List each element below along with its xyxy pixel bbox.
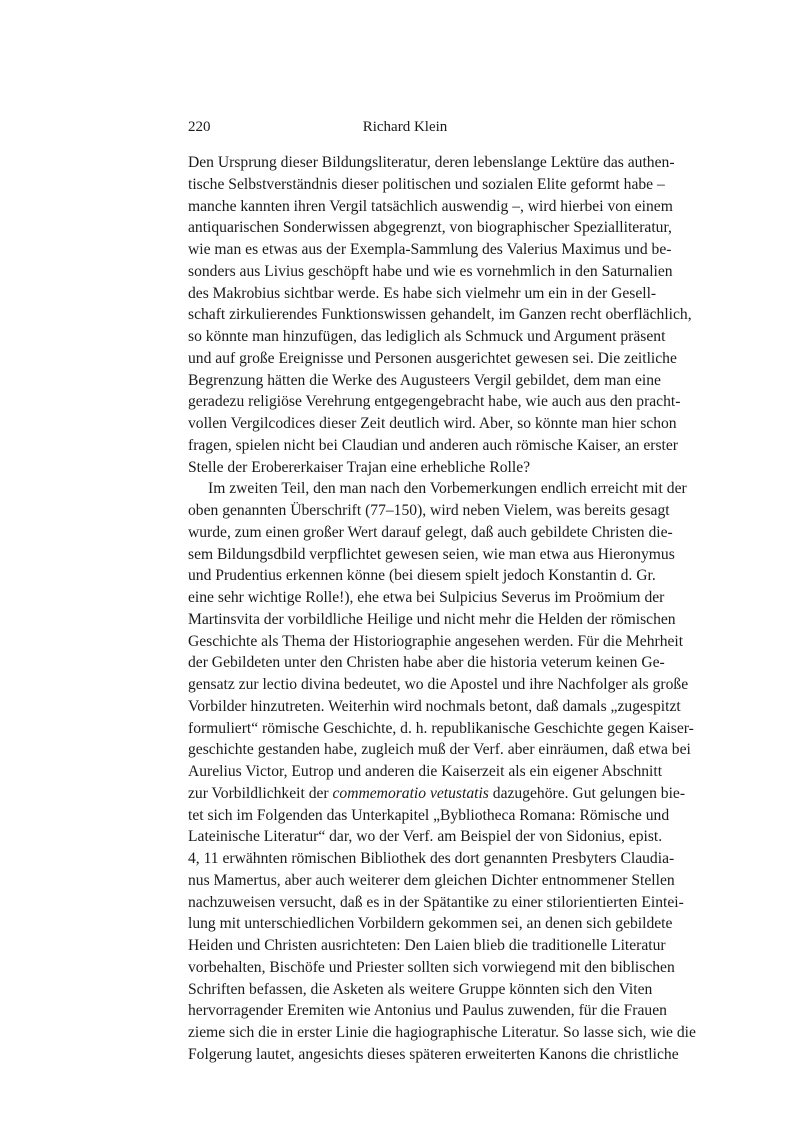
text-line: formuliert“ römische Geschichte, d. h. republikanische Geschichte gegen Kaiser- [188, 719, 694, 737]
text-line: vorbehalten, Bischöfe und Priester sollten sich vorwiegend mit den biblischen [188, 958, 675, 976]
text-line: 4, 11 erwähnten römischen Bibliothek des dort genannten Presbyters Claudia- [188, 850, 675, 867]
text-line: des Makrobius sichtbar werde. Es habe sich vielmehr um ein in der Gesell- [188, 284, 657, 302]
text-line: Folgerung lautet, angesichts dieses späteren erweiterten Kanons die christliche [188, 1045, 679, 1063]
text-line: schaft zirkulierendes Funktionswissen gehandelt, im Ganzen recht oberflächlich, [188, 306, 692, 324]
text-line: nachzuweisen versucht, daß es in der Spätantike zu einer stilorientierten Eintei- [188, 893, 684, 911]
text-line: oben genannten Überschrift (77–150), wird neben Vielem, was bereits gesagt [188, 502, 670, 519]
text-line: eine sehr wichtige Rolle!), ehe etwa bei Sulpicius Severus im Proömium der [188, 589, 665, 606]
italic-term: commemoratio vetustatis [332, 784, 489, 802]
text-line: wie man es etwas aus der Exempla-Sammlung des Valerius Maximus und be- [188, 241, 672, 258]
text-line: gensatz zur lectio divina bedeutet, wo die Apostel und ihre Nachfolger als große [188, 676, 689, 693]
text-line: tische Selbstverständnis dieser politischen und sozialen Elite geformt habe – [188, 175, 665, 193]
text-line: Lateinische Literatur“ dar, wo der Verf. am Beispiel der von Sidonius, epist. [188, 828, 663, 846]
running-header [188, 119, 622, 139]
text-line: Heiden und Christen ausrichteten: Den Laien blieb die traditionelle Literatur [188, 937, 666, 954]
text-line: der Gebildeten unter den Christen habe aber die historia veterum keinen Ge- [188, 654, 665, 672]
body-text [188, 152, 696, 1066]
text-line: Martinsvita der vorbildliche Heilige und nicht mehr die Helden der römischen [188, 610, 676, 628]
text-line: Vorbilder hinzutreten. Weiterhin wird nochmals betont, daß damals „zugespitzt [188, 697, 681, 715]
text-line: Stelle der Erobererkaiser Trajan eine erhebliche Rolle? [188, 458, 531, 476]
text-line: so könnte man hinzufügen, das lediglich als Schmuck und Argument präsent [188, 328, 666, 345]
text-line: Schriften befassen, die Asketen als weitere Gruppe könnten sich den Viten [188, 980, 653, 998]
text-line [188, 783, 686, 805]
text-line: vollen Vergilcodices dieser Zeit deutlich wird. Aber, so könnte man hier schon [188, 415, 677, 432]
page-number: 220 [188, 119, 211, 135]
text-line: geschichte gestanden habe, zugleich muß der Verf. aber einräumen, daß etwa bei [188, 741, 691, 759]
text-segment: dazugehöre. Gut gelungen bie- [488, 784, 686, 802]
text-line: nus Mamertus, aber auch weiterer dem gleichen Dichter entnommener Stellen [188, 871, 675, 889]
paragraph [188, 152, 692, 478]
text-line: sem Bildungsdbild verpflichtet gewesen seien, wie man etwa aus Hieronymus [188, 545, 675, 563]
text-line: lung mit unterschiedlichen Vorbildern gekommen sei, an denen sich gebildete [188, 915, 673, 933]
text-line: tet sich im Folgenden das Unterkapitel „Bybliotheca Romana: Römische und [188, 806, 670, 824]
text-line: manche kannten ihren Vergil tatsächlich auswendig –, wird hierbei von einem [188, 197, 673, 215]
text-line: Im zweiten Teil, den man nach den Vorbemerkungen endlich erreicht mit der [208, 480, 687, 498]
text-line: geradezu religiöse Verehrung entgegengebracht habe, wie auch aus den pracht- [188, 393, 681, 411]
text-line: Aurelius Victor, Eutrop und anderen die Kaiserzeit als ein eigener Abschnitt [188, 763, 663, 780]
text-line: fragen, spielen nicht bei Claudian und anderen auch römische Kaiser, an erster [188, 436, 678, 454]
running-head-author: Richard Klein [362, 119, 448, 135]
text-line: und auf große Ereignisse und Personen ausgerichtet gewesen sei. Die zeitliche [188, 349, 677, 367]
paragraph [188, 478, 696, 1065]
text-line: sonders aus Livius geschöpft habe und wie es vornehmlich in den Saturnalien [188, 262, 673, 280]
text-line: Geschichte als Thema der Historiographie angesehen werden. Für die Mehrheit [188, 632, 684, 650]
text-line: antiquarischen Sonderwissen abgegrenzt, von biographischer Spezialliteratur, [188, 219, 672, 237]
text-line: wurde, zum einen großer Wert darauf gelegt, daß auch gebildete Christen die- [188, 523, 673, 541]
text-line: Begrenzung hätten die Werke des Augusteers Vergil gebildet, dem man eine [188, 371, 661, 389]
text-line: zieme sich die in erster Linie die hagiographische Literatur. So lasse sich, wie die [188, 1024, 696, 1041]
text-segment: zur Vorbildlichkeit der [188, 784, 333, 802]
text-line: hervorragender Eremiten wie Antonius und Paulus zuwenden, für die Frauen [188, 1002, 667, 1020]
text-line: und Prudentius erkennen könne (bei diesem spielt jedoch Konstantin d. Gr. [188, 567, 656, 585]
text-line: Den Ursprung dieser Bildungsliteratur, deren lebenslange Lektüre das authen- [188, 154, 675, 171]
